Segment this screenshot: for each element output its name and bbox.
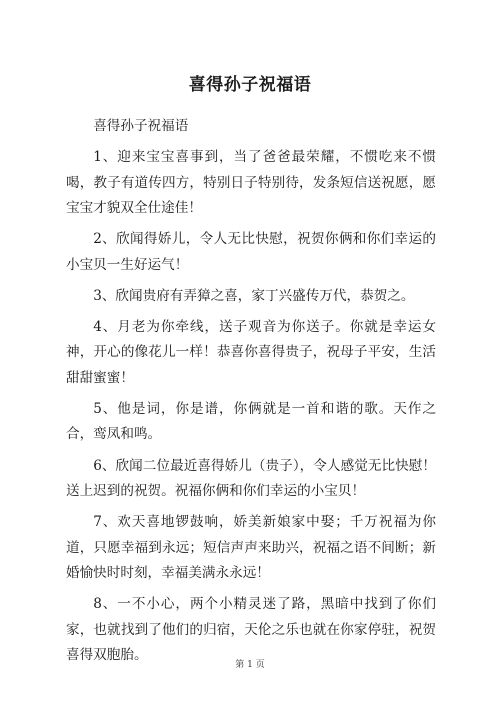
page-number: 第 1 页: [235, 660, 265, 670]
blessing-paragraph-6: 6、欣闻二位最近喜得娇儿（贵子），令人感觉无比快慰！送上迟到的祝贺。祝福你俩和你们幸运的小宝贝！: [66, 457, 436, 500]
blessing-paragraph-1: 1、迎来宝宝喜事到，当了爸爸最荣耀，不惯吃来不惯喝，教子有道传四方，特别日子特别待，发条短信送祝愿，愿宝宝才貌双全仕途佳！: [66, 149, 436, 217]
blessing-paragraph-2: 2、欣闻得娇儿，令人无比快慰，祝贺你俩和你们幸运的小宝贝一生好运气！: [66, 231, 436, 273]
section-heading: 喜得孙子祝福语: [93, 118, 189, 134]
page-title: 喜得孙子祝福语: [188, 75, 312, 95]
blessing-paragraph-4: 4、月老为你牵线，送子观音为你送子。你就是幸运女神，开心的像花儿一样！恭喜你喜得贵子，祝母子平安，生活甜甜蜜蜜！: [66, 318, 436, 386]
blessing-paragraph-8: 8、一不小心，两个小精灵迷了路，黑暗中找到了你们家，也就找到了他们的归宿，天伦之乐也就在你家停驻，祝贺喜得双胞胎。: [66, 596, 436, 664]
blessing-paragraph-7: 7、欢天喜地锣鼓响，娇美新娘家中娶；千万祝福为你道，只愿幸福到永远；短信声声来助兴，祝福之语不间断；新婚愉快时时刻，幸福美满永永远！: [66, 514, 436, 582]
document-body: [66, 114, 436, 674]
blessing-paragraph-5: 5、他是词，你是谱，你俩就是一首和谐的歌。天作之合，鸾凤和鸣。: [66, 400, 436, 443]
blessing-paragraph-3: 3、欣闻贵府有弄獐之喜，家丁兴盛传万代，恭贺之。: [93, 287, 415, 304]
